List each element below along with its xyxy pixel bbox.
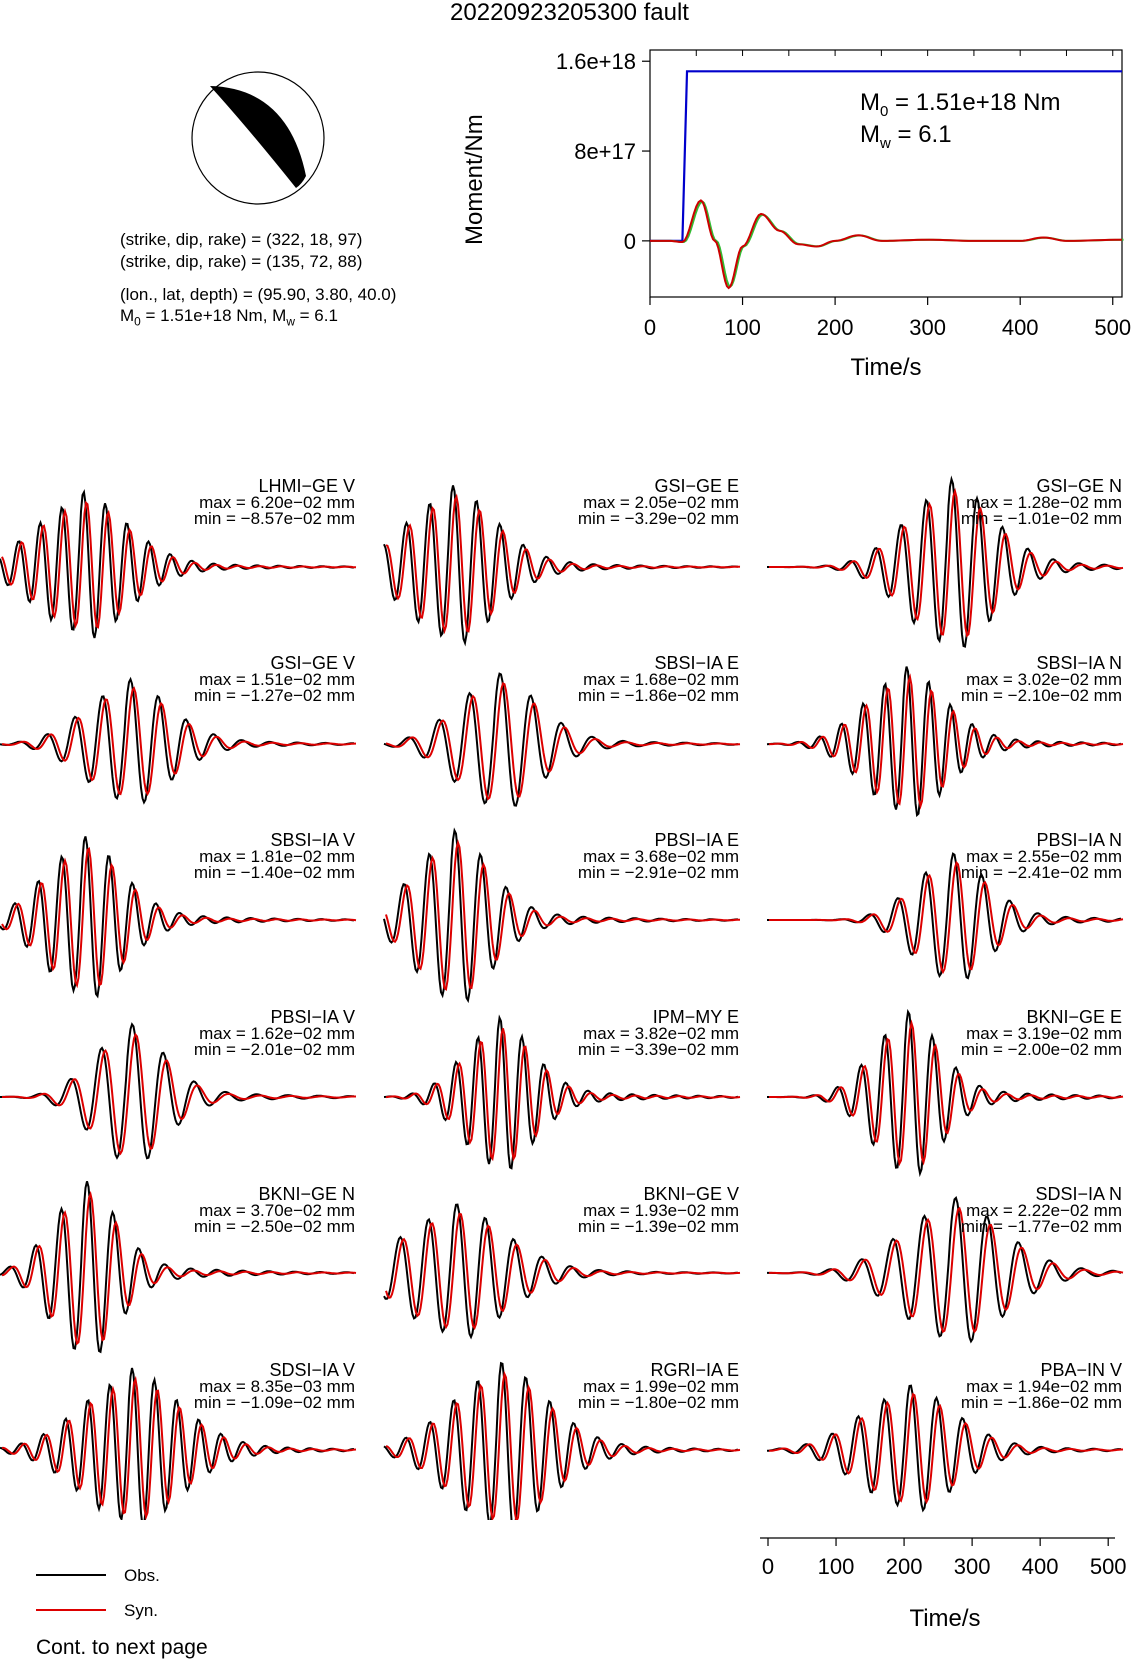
station-label (194, 1361, 355, 1411)
legend-lines (36, 1565, 116, 1615)
page-title: 20220923205300 fault (450, 0, 689, 26)
station-min: min = −1.40e−02 mm (193, 863, 355, 882)
time-axis-tick-label: 100 (817, 1554, 855, 1579)
station-min: min = −1.39e−02 mm (577, 1217, 739, 1236)
station-label (961, 1185, 1122, 1235)
station-label (578, 1185, 739, 1235)
station-min: min = −1.86e−02 mm (577, 686, 739, 705)
waveform-time-axis (760, 1530, 1139, 1660)
stf-moment-rate-green-line (652, 202, 1124, 287)
stf-xtick-label: 100 (724, 315, 761, 340)
station-name: BKNI−GE N (258, 1184, 355, 1204)
station-label (961, 1008, 1122, 1058)
time-axis-tick-label: 300 (953, 1554, 991, 1579)
stf-mw-annotation: $M_w = 6.1$ (860, 121, 952, 152)
station-max: max = 2.55e−02 mm (966, 847, 1122, 866)
waveform-traces (0, 476, 1123, 1520)
station-name: PBA−IN V (1040, 1360, 1122, 1380)
time-axis-ticks (762, 1538, 1127, 1579)
station-max: max = 1.81e−02 mm (199, 847, 355, 866)
moment-rate-chart (460, 45, 1139, 395)
station-min: min = −2.50e−02 mm (193, 1217, 355, 1236)
stf-ytick-label: 1.6e+18 (555, 49, 636, 75)
time-axis-label: Time/s (909, 1605, 981, 1632)
station-label (578, 477, 739, 527)
station-min: min = −1.27e−02 mm (193, 686, 355, 705)
station-name: PBSI−IA E (654, 830, 739, 850)
stf-xtick-label: 500 (1094, 315, 1132, 340)
stf-ytick-label: 0 (623, 228, 636, 254)
station-name: PBSI−IA N (1036, 830, 1122, 850)
stf-y-axis-label: Moment/Nm (461, 114, 488, 245)
station-name: PBSI−IA V (270, 1007, 355, 1027)
legend-obs-label: Obs. (124, 1566, 160, 1585)
beachball-diagram (188, 68, 328, 208)
station-min: min = −8.57e−02 mm (193, 509, 355, 528)
station-max: max = 1.68e−02 mm (583, 670, 739, 689)
stf-xtick-label: 300 (909, 315, 947, 340)
station-name: SBSI−IA N (1036, 653, 1122, 673)
stf-xtick-label: 400 (1001, 315, 1039, 340)
station-max: max = 6.20e−02 mm (199, 493, 355, 512)
station-max: max = 3.02e−02 mm (966, 670, 1122, 689)
stf-ytick-label: 8e+17 (574, 139, 636, 165)
station-min: min = −1.86e−02 mm (960, 1393, 1122, 1412)
station-max: max = 8.35e−03 mm (199, 1377, 355, 1396)
station-label (578, 1361, 739, 1411)
station-min: min = −1.80e−02 mm (577, 1393, 739, 1412)
station-name: LHMI−GE V (258, 476, 355, 496)
station-min: min = −2.91e−02 mm (577, 863, 739, 882)
station-min: min = −3.39e−02 mm (577, 1040, 739, 1059)
source-location: (lon., lat, depth) = (95.90, 3.80, 40.0) (120, 285, 397, 304)
station-name: BKNI−GE V (643, 1184, 739, 1204)
station-max: max = 1.62e−02 mm (199, 1024, 355, 1043)
station-label (194, 1185, 355, 1235)
station-min: min = −1.09e−02 mm (193, 1393, 355, 1412)
time-axis-tick-label: 400 (1021, 1554, 1059, 1579)
nodal-plane-2: (strike, dip, rake) = (135, 72, 88) (120, 252, 363, 271)
station-label (961, 1361, 1122, 1411)
stf-x-axis-label: Time/s (850, 354, 922, 381)
time-axis-tick-label: 500 (1089, 1554, 1127, 1579)
station-min: min = −1.77e−02 mm (960, 1217, 1122, 1236)
station-max: max = 1.51e−02 mm (199, 670, 355, 689)
station-name: SDSI−IA N (1035, 1184, 1122, 1204)
station-max: max = 1.28e−02 mm (966, 493, 1122, 512)
station-min: min = −3.29e−02 mm (577, 509, 739, 528)
station-max: max = 1.94e−02 mm (966, 1377, 1122, 1396)
station-min: min = −2.00e−02 mm (960, 1040, 1122, 1059)
source-moment: $M_0 = 1.51e+18$ Nm, $M_w = 6.1$ (120, 306, 338, 329)
station-name: SBSI−IA E (654, 653, 739, 673)
station-label (961, 477, 1122, 527)
station-max: max = 1.93e−02 mm (583, 1201, 739, 1220)
station-name: IPM−MY E (652, 1007, 739, 1027)
station-min: min = −2.01e−02 mm (193, 1040, 355, 1059)
stf-moment-rate-line (650, 200, 1122, 288)
time-axis-tick-label: 200 (885, 1554, 923, 1579)
legend-syn-label: Syn. (124, 1601, 159, 1620)
station-min: min = −2.41e−02 mm (960, 863, 1122, 882)
station-name: RGRI−IA E (650, 1360, 739, 1380)
station-label (961, 654, 1122, 704)
stf-m0-annotation: $M_0 = 1.51e+18$ Nm (860, 89, 1061, 120)
station-label (578, 1008, 739, 1058)
station-max: max = 3.19e−02 mm (966, 1024, 1122, 1043)
station-max: max = 3.70e−02 mm (199, 1201, 355, 1220)
station-max: max = 1.99e−02 mm (583, 1377, 739, 1396)
station-name: GSI−GE V (270, 653, 355, 673)
station-min: min = −2.10e−02 mm (960, 686, 1122, 705)
stf-xtick-label: 0 (643, 315, 657, 340)
station-label (578, 831, 739, 881)
station-min: min = −1.01e−02 mm (960, 509, 1122, 528)
station-label (194, 477, 355, 527)
continue-note: Cont. to next page (36, 1636, 208, 1659)
station-label (194, 654, 355, 704)
time-axis-tick-label: 0 (761, 1554, 775, 1579)
station-max: max = 3.82e−02 mm (583, 1024, 739, 1043)
station-name: GSI−GE N (1036, 476, 1122, 496)
station-name: SDSI−IA V (269, 1360, 355, 1380)
station-name: GSI−GE E (654, 476, 739, 496)
station-max: max = 3.68e−02 mm (583, 847, 739, 866)
station-label (194, 1008, 355, 1058)
station-max: max = 2.05e−02 mm (583, 493, 739, 512)
station-max: max = 2.22e−02 mm (966, 1201, 1122, 1220)
station-name: BKNI−GE E (1026, 1007, 1122, 1027)
station-label (194, 831, 355, 881)
nodal-plane-1: (strike, dip, rake) = (322, 18, 97) (120, 230, 363, 249)
station-label (961, 831, 1122, 881)
station-label (578, 654, 739, 704)
stf-xtick-label: 200 (816, 315, 854, 340)
station-name: SBSI−IA V (270, 830, 355, 850)
